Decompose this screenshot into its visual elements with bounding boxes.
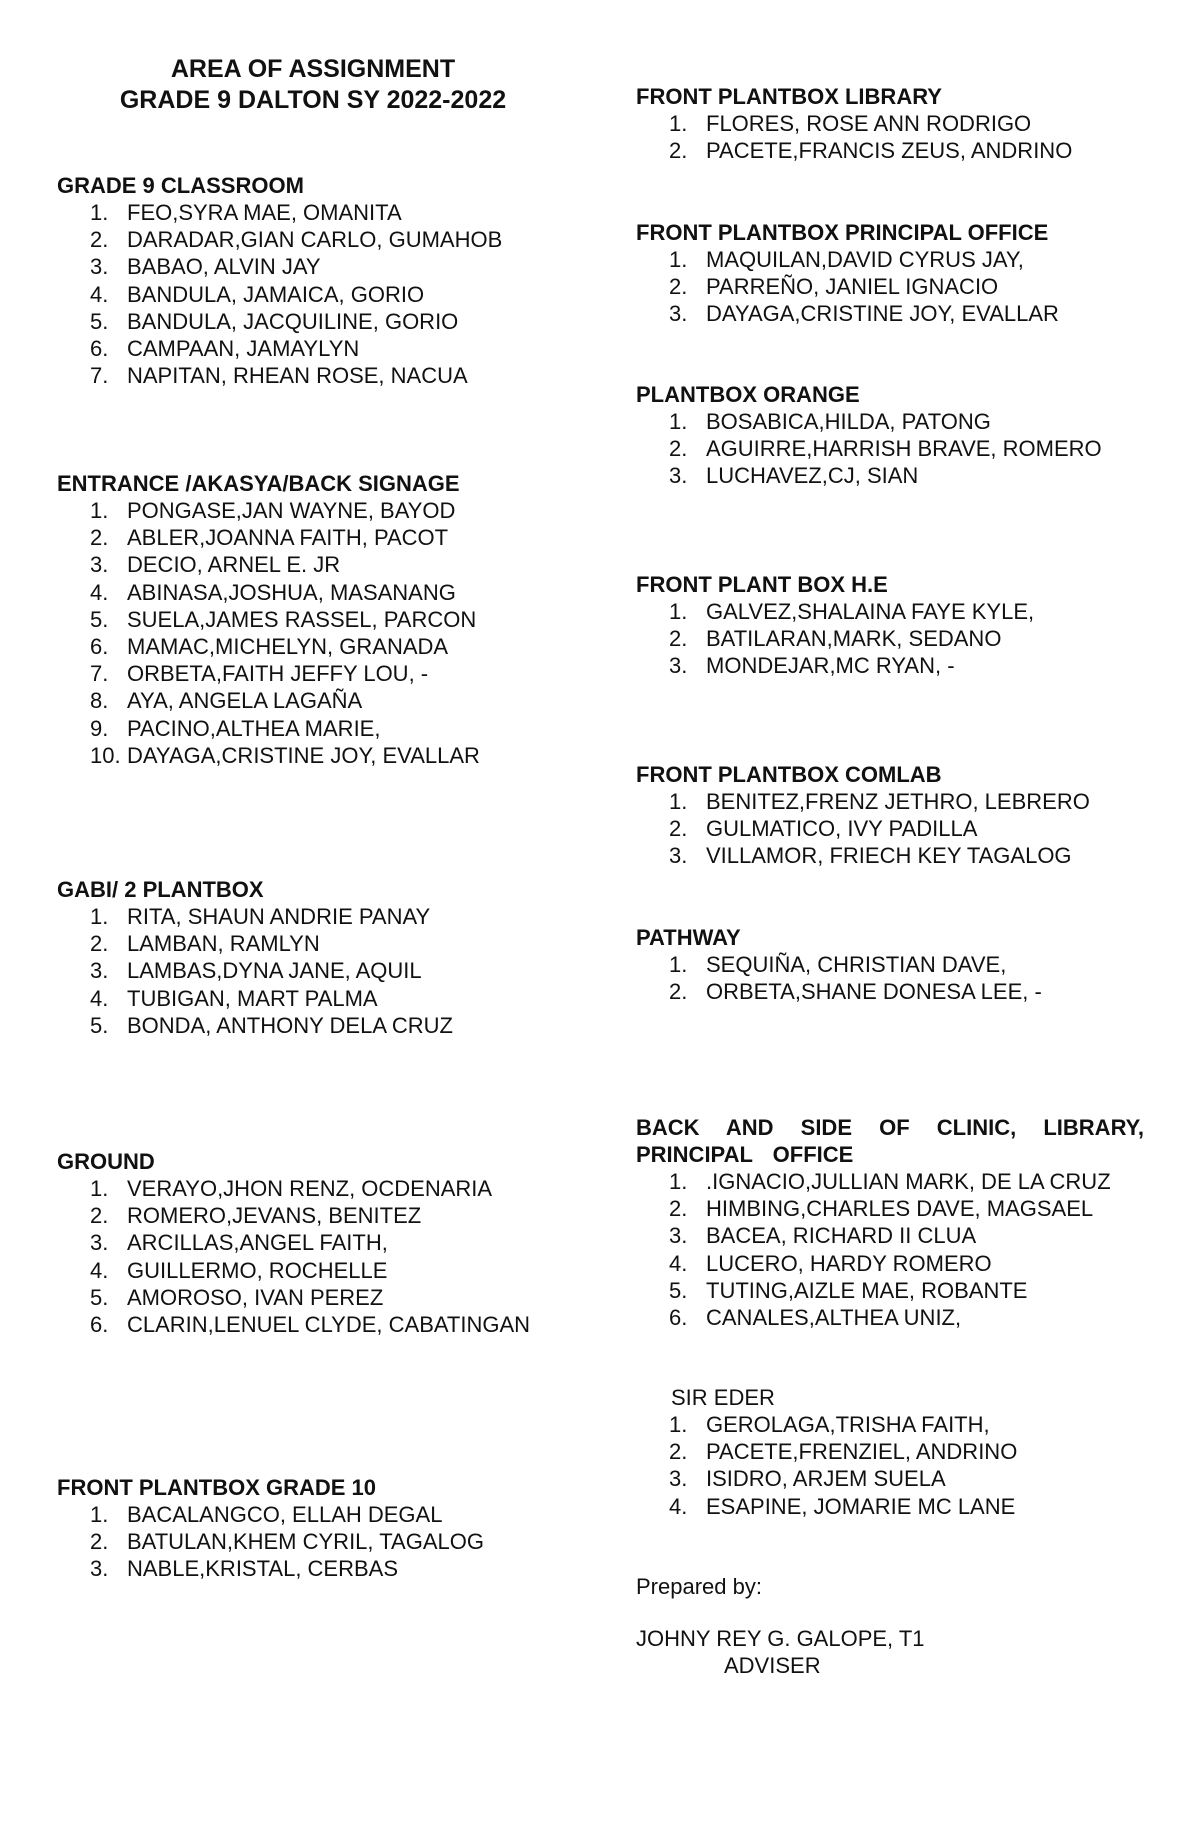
list-item: 1. .IGNACIO,JULLIAN MARK, DE LA CRUZ [669, 1169, 1111, 1194]
assignee-list [57, 1501, 577, 1583]
section-heading: SIR EDER [671, 1385, 775, 1410]
section-heading: GROUND [57, 1149, 155, 1174]
signature-block [636, 1573, 1146, 1679]
section-heading: PATHWAY [636, 925, 741, 950]
list-item: 7. ORBETA,FAITH JEFFY LOU, - [90, 661, 429, 687]
list-item: 1. BOSABICA,HILDA, PATONG [669, 409, 991, 434]
assignee-list [636, 1168, 1144, 1331]
prepared-by-label: Prepared by: [636, 1574, 762, 1599]
section-front-plantbox-principal-office [636, 219, 1146, 328]
section-heading: BACK AND SIDE OF CLINIC, LIBRARY, PRINCIPAL OFFICE [636, 1115, 1144, 1167]
list-item: 6. CLARIN,LENUEL CLYDE, CABATINGAN [90, 1312, 531, 1338]
list-item: 3. LUCHAVEZ,CJ, SIAN [669, 463, 919, 489]
list-item: 10. DAYAGA,CRISTINE JOY, EVALLAR [90, 742, 480, 768]
list-item: 5. TUTING,AIZLE MAE, ROBANTE [669, 1277, 1028, 1303]
title-line-2: GRADE 9 DALTON SY 2022-2022 [119, 86, 507, 114]
section-heading: FRONT PLANTBOX GRADE 10 [57, 1475, 377, 1500]
assignee-list [636, 408, 1146, 490]
list-item: 3. BACEA, RICHARD II CLUA [669, 1223, 977, 1249]
section-heading: FRONT PLANTBOX LIBRARY [636, 84, 942, 109]
assignee-list [636, 1411, 1146, 1520]
section-heading: PLANTBOX ORANGE [636, 382, 860, 407]
list-item: 1. PONGASE,JAN WAYNE, BAYOD [90, 498, 456, 523]
list-item: 5. BANDULA, JACQUILINE, GORIO [90, 308, 459, 334]
list-item: 1. SEQUIÑA, CHRISTIAN DAVE, [669, 952, 1007, 977]
list-item: 4. GUILLERMO, ROCHELLE [90, 1257, 388, 1283]
section-ground [57, 1148, 577, 1338]
list-item: 2. ROMERO,JEVANS, BENITEZ [90, 1203, 422, 1229]
list-item: 2. BATULAN,KHEM CYRIL, TAGALOG [90, 1529, 484, 1555]
list-item: 3. ARCILLAS,ANGEL FAITH, [90, 1230, 388, 1256]
preparer-role: ADVISER [724, 1653, 821, 1678]
list-item: 1. MAQUILAN,DAVID CYRUS JAY, [669, 247, 1024, 272]
list-item: 7. NAPITAN, RHEAN ROSE, NACUA [90, 363, 468, 389]
section-front-plant-box-he [636, 571, 1146, 680]
section-entrance [57, 470, 577, 769]
section-pathway [636, 924, 1146, 1005]
section-heading: GABI/ 2 PLANTBOX [57, 877, 264, 902]
list-item: 3. DAYAGA,CRISTINE JOY, EVALLAR [669, 301, 1059, 327]
list-item: 1. FLORES, ROSE ANN RODRIGO [669, 111, 1032, 136]
list-item: 1. BENITEZ,FRENZ JETHRO, LEBRERO [669, 789, 1090, 814]
list-item: 2. LAMBAN, RAMLYN [90, 931, 320, 957]
section-front-plantbox-library [636, 83, 1146, 164]
list-item: 3. BABAO, ALVIN JAY [90, 254, 321, 280]
preparer-name: JOHNY REY G. GALOPE, T1 [636, 1626, 925, 1651]
list-item: 3. VILLAMOR, FRIECH KEY TAGALOG [669, 843, 1072, 869]
section-heading: FRONT PLANT BOX H.E [636, 572, 888, 597]
list-item: 5. BONDA, ANTHONY DELA CRUZ [90, 1012, 453, 1038]
list-item: 6. MAMAC,MICHELYN, GRANADA [90, 634, 449, 660]
list-item: 2. PACETE,FRENZIEL, ANDRINO [669, 1439, 1018, 1465]
section-front-plantbox-comlab [636, 761, 1146, 870]
assignee-list [636, 788, 1146, 870]
assignee-list [636, 598, 1146, 680]
list-item: 4. BANDULA, JAMAICA, GORIO [90, 281, 425, 307]
section-gabi-plantbox [57, 876, 577, 1039]
section-front-plantbox-grade10 [57, 1474, 577, 1583]
assignee-list [57, 1175, 577, 1338]
list-item: 3. DECIO, ARNEL E. JR [90, 552, 341, 578]
list-item: 4. TUBIGAN, MART PALMA [90, 985, 378, 1011]
section-plantbox-orange [636, 381, 1146, 490]
section-back-side-clinic [636, 1114, 1144, 1331]
section-sir-eder [636, 1384, 1146, 1520]
list-item: 1. VERAYO,JHON RENZ, OCDENARIA [90, 1176, 493, 1201]
list-item: 1. RITA, SHAUN ANDRIE PANAY [90, 904, 431, 929]
list-item: 1. FEO,SYRA MAE, OMANITA [90, 200, 402, 225]
assignee-list [57, 497, 577, 769]
list-item: 1. GEROLAGA,TRISHA FAITH, [669, 1412, 990, 1437]
list-item: 2. AGUIRRE,HARRISH BRAVE, ROMERO [669, 436, 1102, 462]
assignee-list [636, 951, 1146, 1005]
list-item: 2. BATILARAN,MARK, SEDANO [669, 626, 1002, 652]
section-grade9-classroom [57, 172, 577, 389]
list-item: 4. ABINASA,JOSHUA, MASANANG [90, 579, 456, 605]
assignee-list [636, 246, 1146, 328]
section-heading: FRONT PLANTBOX COMLAB [636, 762, 942, 787]
list-item: 2. DARADAR,GIAN CARLO, GUMAHOB [90, 227, 503, 253]
list-item: 4. ESAPINE, JOMARIE MC LANE [669, 1493, 1016, 1519]
list-item: 1. BACALANGCO, ELLAH DEGAL [90, 1502, 443, 1527]
list-item: 3. ISIDRO, ARJEM SUELA [669, 1466, 946, 1492]
list-item: 5. AMOROSO, IVAN PEREZ [90, 1284, 384, 1310]
list-item: 1. GALVEZ,SHALAINA FAYE KYLE, [669, 599, 1035, 624]
list-item: 3. LAMBAS,DYNA JANE, AQUIL [90, 958, 422, 984]
list-item: 9. PACINO,ALTHEA MARIE, [90, 715, 381, 741]
section-heading: ENTRANCE /AKASYA/BACK SIGNAGE [57, 471, 460, 496]
list-item: 2. HIMBING,CHARLES DAVE, MAGSAEL [669, 1196, 1094, 1222]
assignee-list [636, 110, 1146, 164]
list-item: 2. PARREÑO, JANIEL IGNACIO [669, 274, 999, 300]
section-heading: GRADE 9 CLASSROOM [57, 173, 304, 198]
list-item: 3. NABLE,KRISTAL, CERBAS [90, 1556, 399, 1582]
list-item: 4. LUCERO, HARDY ROMERO [669, 1250, 992, 1276]
list-item: 2. ABLER,JOANNA FAITH, PACOT [90, 525, 449, 551]
list-item: 6. CANALES,ALTHEA UNIZ, [669, 1305, 962, 1331]
document-title [57, 54, 569, 116]
list-item: 6. CAMPAAN, JAMAYLYN [90, 336, 360, 362]
list-item: 3. MONDEJAR,MC RYAN, - [669, 653, 955, 679]
list-item: 2. ORBETA,SHANE DONESA LEE, - [669, 979, 1042, 1005]
assignee-list [57, 903, 577, 1039]
title-line-1: AREA OF ASSIGNMENT [170, 55, 456, 83]
assignee-list [57, 199, 577, 389]
section-heading: FRONT PLANTBOX PRINCIPAL OFFICE [636, 220, 1049, 245]
list-item: 5. SUELA,JAMES RASSEL, PARCON [90, 606, 477, 632]
list-item: 2. GULMATICO, IVY PADILLA [669, 816, 978, 842]
list-item: 2. PACETE,FRANCIS ZEUS, ANDRINO [669, 138, 1073, 164]
list-item: 8. AYA, ANGELA LAGAÑA [90, 688, 363, 714]
